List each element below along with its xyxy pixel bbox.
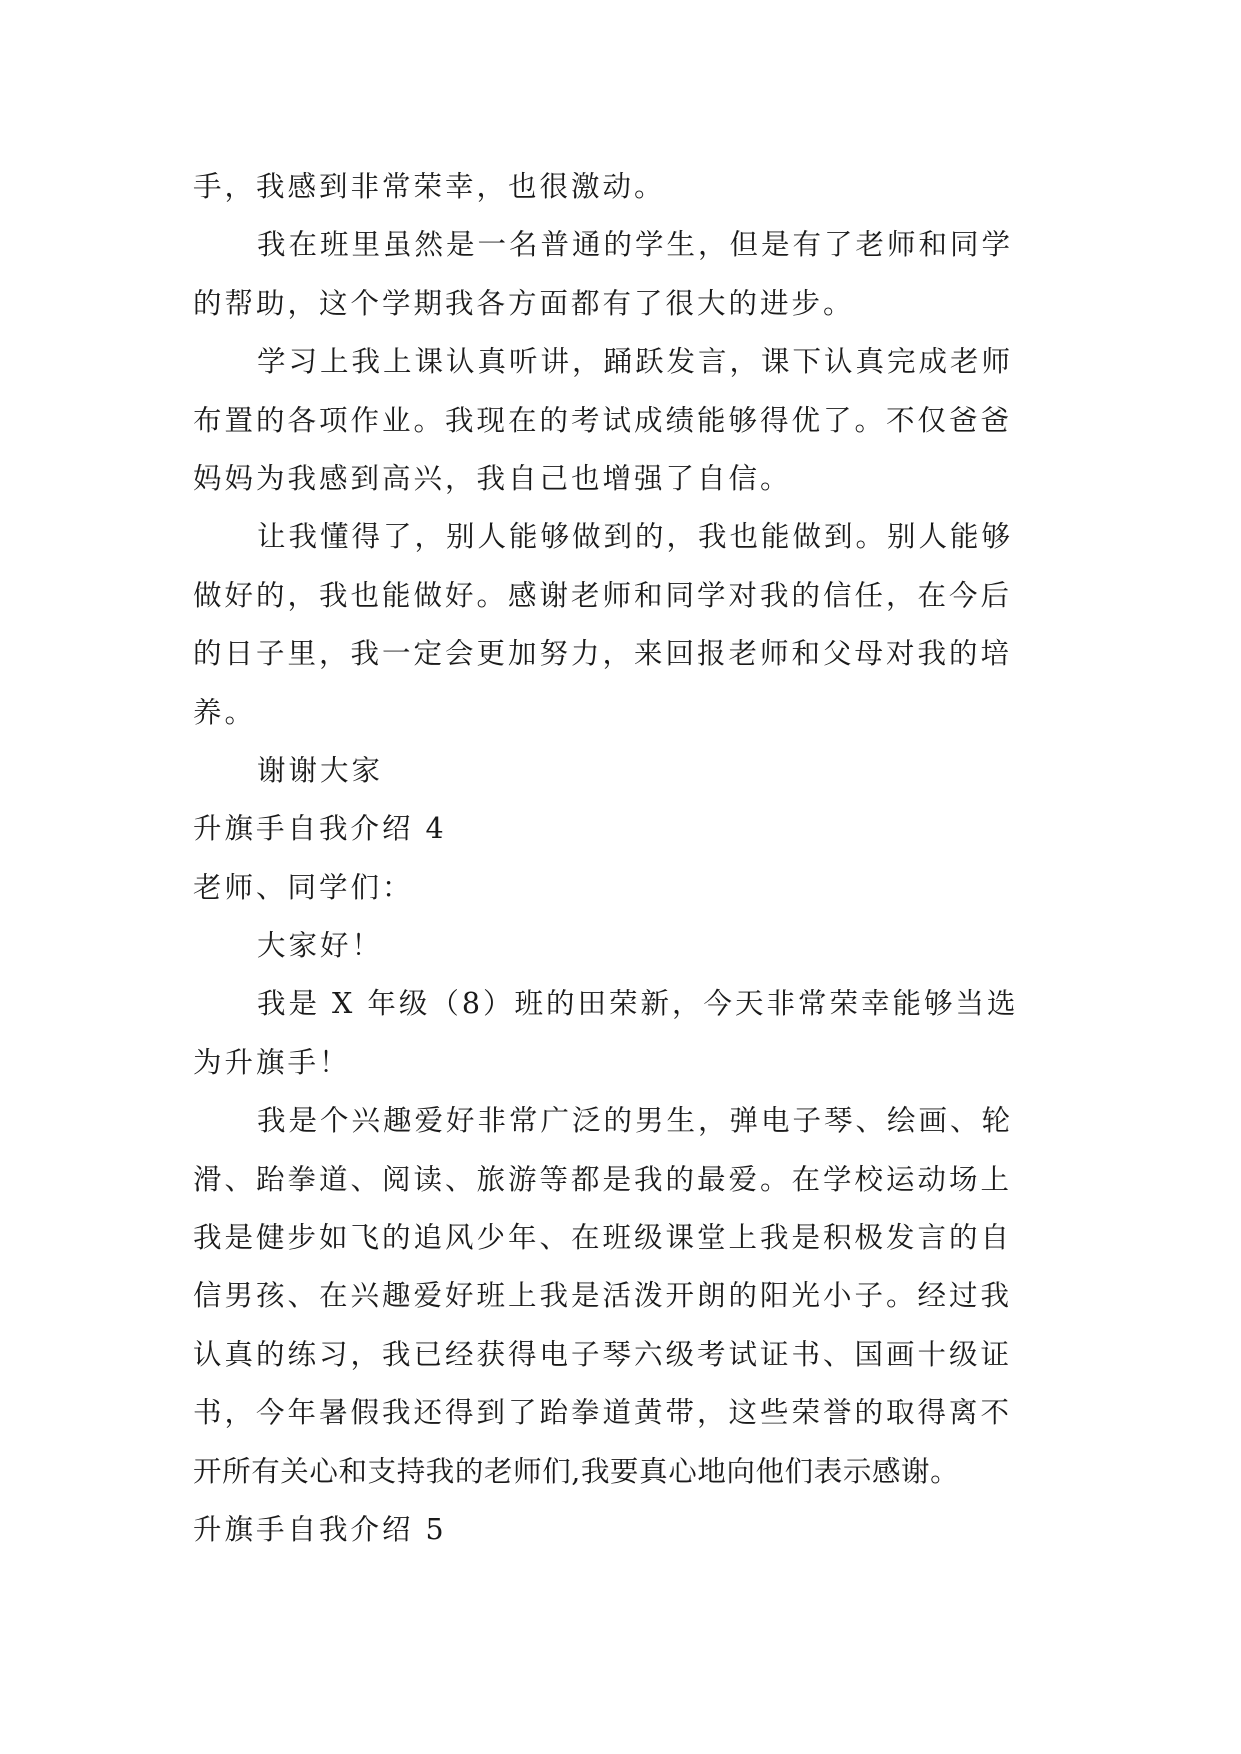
text-line: 的日子里，我一定会更加努力，来回报老师和父母对我的培 [193, 637, 1013, 671]
text-line: 手，我感到非常荣幸，也很激动。 [193, 170, 666, 203]
text-line: 我是个兴趣爱好非常广泛的男生，弹电子琴、绘画、轮 [257, 1104, 1014, 1138]
text-line: 学习上我上课认真听讲，踊跃发言，课下认真完成老师 [257, 345, 1014, 379]
text-line: 做好的，我也能做好。感谢老师和同学对我的信任，在今后 [193, 578, 1013, 612]
text-line: 妈妈为我感到高兴，我自己也增强了自信。 [193, 461, 792, 495]
text-line: 滑、跆拳道、阅读、旅游等都是我的最爱。在学校运动场上 [193, 1162, 1013, 1196]
section-heading: 升旗手自我介绍 5 [193, 1512, 447, 1546]
text-line: 的帮助，这个学期我各方面都有了很大的进步。 [193, 286, 855, 320]
text-line: 养。 [193, 695, 257, 729]
text-line: 让我懂得了，别人能够做到的，我也能做到。别人能够 [257, 520, 1014, 554]
greeting-line: 大家好！ [257, 929, 384, 963]
text-line: 书，今年暑假我还得到了跆拳道黄带，这些荣誉的取得离不 [193, 1396, 1013, 1430]
closing-line: 谢谢大家 [257, 753, 384, 787]
text-line: 我是 X 年级（8）班的田荣新，今天非常荣幸能够当选 [257, 987, 1019, 1021]
body-text [193, 158, 1051, 1559]
text-line: 我是健步如飞的追风少年、在班级课堂上我是积极发言的自 [193, 1221, 1013, 1255]
salutation: 老师、同学们： [193, 870, 414, 904]
section-heading: 升旗手自我介绍 4 [193, 812, 447, 846]
text-line: 开所有关心和支持我的老师们,我要真心地向他们表示感谢。 [193, 1454, 960, 1488]
text-line: 布置的各项作业。我现在的考试成绩能够得优了。不仅爸爸 [193, 403, 1013, 437]
text-line: 信男孩、在兴趣爱好班上我是活泼开朗的阳光小子。经过我 [193, 1279, 1013, 1313]
text-line: 我在班里虽然是一名普通的学生，但是有了老师和同学 [257, 228, 1014, 262]
text-line: 为升旗手！ [193, 1045, 351, 1079]
text-line: 认真的练习，我已经获得电子琴六级考试证书、国画十级证 [193, 1337, 1013, 1371]
